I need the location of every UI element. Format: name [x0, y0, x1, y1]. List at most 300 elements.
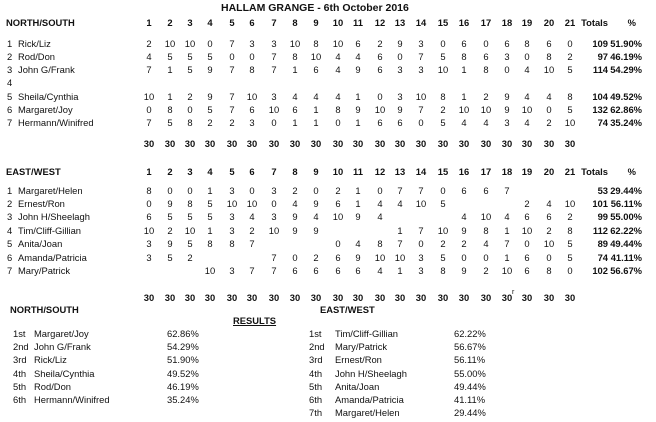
score-cell: 0	[146, 198, 152, 209]
score-cell: 4	[524, 117, 530, 128]
score-cell: 0	[440, 38, 446, 49]
score-cell: 9	[207, 64, 213, 75]
score-cell: 5	[567, 238, 573, 249]
score-cell: 9	[207, 91, 213, 102]
board-number: 19	[521, 17, 533, 28]
score-cell: 6	[249, 104, 255, 115]
result-name: Rick/Liz	[34, 354, 67, 366]
score-cell: 2	[292, 185, 298, 196]
score-cell: 5	[440, 117, 446, 128]
score-cell: 5	[187, 211, 193, 222]
board-number: 4	[207, 166, 213, 177]
pair-total: 89	[597, 238, 608, 249]
result-percent: 56.11%	[454, 354, 486, 366]
score-cell: 0	[397, 51, 403, 62]
top-score: 30	[246, 292, 258, 303]
score-cell: 6	[461, 185, 467, 196]
pair-name: Ernest/Ron	[18, 198, 65, 209]
score-cell: 3	[418, 64, 424, 75]
board-number: 4	[207, 17, 213, 28]
board-number: 6	[249, 17, 255, 28]
result-percent: 49.44%	[454, 380, 486, 392]
score-cell: 10	[246, 198, 258, 209]
score-cell: 1	[504, 225, 510, 236]
pair-number: 4	[7, 77, 13, 88]
pair-percent: 62.22%	[610, 225, 642, 236]
result-percent: 29.44%	[454, 407, 486, 419]
score-cell: 10	[521, 225, 533, 236]
board-number: 15	[437, 166, 449, 177]
board-number: 5	[229, 166, 235, 177]
score-cell: 4	[146, 51, 152, 62]
score-cell: 2	[483, 91, 489, 102]
pair-name: Rick/Liz	[18, 38, 51, 49]
score-cell: 1	[461, 91, 467, 102]
score-cell: 2	[567, 51, 573, 62]
score-cell: 6	[335, 265, 341, 276]
top-score: 30	[184, 292, 196, 303]
board-number: 14	[415, 166, 427, 177]
score-cell: 2	[546, 225, 552, 236]
pair-percent: 49.52%	[610, 91, 642, 102]
score-cell: 6	[524, 265, 530, 276]
score-cell: 5	[167, 51, 173, 62]
board-number: 6	[249, 166, 255, 177]
score-cell: 4	[397, 198, 403, 209]
score-cell: 10	[564, 198, 576, 209]
score-cell: 7	[418, 51, 424, 62]
score-cell: 10	[143, 91, 155, 102]
results-ew-heading: EAST/WEST	[320, 304, 375, 315]
score-cell: 4	[355, 238, 361, 249]
score-cell: 10	[437, 225, 449, 236]
score-cell: 10	[480, 211, 492, 222]
score-cell: 4	[249, 211, 255, 222]
score-cell: 4	[355, 51, 361, 62]
score-cell: 3	[146, 238, 152, 249]
board-number: 12	[374, 166, 386, 177]
pair-total: 74	[597, 252, 608, 263]
score-cell: 4	[483, 117, 489, 128]
score-cell: 10	[543, 238, 555, 249]
score-cell: 9	[167, 238, 173, 249]
score-cell: 8	[440, 91, 446, 102]
top-score: 30	[226, 138, 238, 149]
score-cell: 6	[483, 185, 489, 196]
top-score: 30	[521, 138, 533, 149]
top-score: 30	[289, 138, 301, 149]
result-name: Ernest/Ron	[335, 354, 382, 366]
score-cell: 5	[207, 211, 213, 222]
score-cell: 0	[483, 252, 489, 263]
score-cell: 0	[335, 238, 341, 249]
result-name: Margaret/Joy	[34, 328, 89, 339]
pair-percent: 46.19%	[610, 51, 642, 62]
result-place: 6th	[13, 394, 27, 405]
board-number: 3	[187, 166, 193, 177]
top-score: 30	[437, 138, 449, 149]
score-cell: 4	[377, 265, 383, 276]
result-percent: 54.29%	[167, 341, 199, 353]
score-cell: 6	[313, 265, 319, 276]
score-cell: 8	[187, 198, 193, 209]
score-cell: 2	[313, 252, 319, 263]
score-cell: 5	[207, 104, 213, 115]
top-score: 30	[521, 292, 533, 303]
board-number: 13	[394, 17, 406, 28]
top-score: 30	[332, 138, 344, 149]
top-score: 30	[268, 138, 280, 149]
score-cell: 10	[204, 265, 216, 276]
score-cell: 7	[271, 51, 277, 62]
pair-percent: 56.67%	[610, 265, 642, 276]
score-cell: 4	[461, 117, 467, 128]
score-cell: 7	[504, 185, 510, 196]
score-cell: 9	[397, 38, 403, 49]
top-score: 30	[204, 138, 216, 149]
score-cell: 9	[292, 225, 298, 236]
score-cell: 8	[249, 64, 255, 75]
score-cell: 9	[355, 211, 361, 222]
score-cell: 5	[567, 104, 573, 115]
board-number: 11	[353, 17, 363, 28]
result-name: John H/Sheelagh	[335, 367, 407, 379]
score-cell: 5	[167, 117, 173, 128]
board-number: 19	[521, 166, 533, 177]
top-score: 30	[184, 138, 196, 149]
score-cell: 10	[332, 38, 344, 49]
score-cell: 2	[187, 252, 193, 263]
pair-number: 2	[7, 51, 13, 62]
score-cell: 10	[289, 38, 301, 49]
pair-percent: 56.11%	[610, 198, 642, 209]
score-cell: 8	[483, 225, 489, 236]
score-cell: 4	[292, 198, 298, 209]
score-cell: 10	[184, 38, 196, 49]
pair-name: Tim/Cliff-Gillian	[18, 225, 82, 236]
score-cell: 9	[461, 225, 467, 236]
top-score: 30	[246, 138, 258, 149]
score-cell: 3	[229, 225, 235, 236]
score-cell: 6	[397, 117, 403, 128]
score-cell: 5	[440, 252, 446, 263]
score-cell: 1	[504, 252, 510, 263]
top-score: 30	[458, 138, 470, 149]
result-place: 3rd	[13, 354, 27, 366]
top-score: 30	[374, 292, 386, 303]
top-score: 30	[374, 138, 386, 149]
score-cell: 2	[377, 38, 383, 49]
score-cell: 10	[246, 91, 258, 102]
score-cell: 6	[377, 51, 383, 62]
board-number: 16	[458, 17, 470, 28]
result-place: 2nd	[309, 341, 325, 353]
top-score: 30	[480, 138, 492, 149]
score-cell: 1	[355, 185, 361, 196]
pair-total: 102	[592, 265, 608, 276]
score-cell: 10	[184, 225, 196, 236]
score-cell: 10	[374, 252, 386, 263]
score-cell: 5	[440, 198, 446, 209]
result-percent: 46.19%	[167, 380, 199, 392]
pair-number: 3	[7, 211, 13, 222]
score-cell: 0	[249, 185, 255, 196]
score-cell: 3	[271, 91, 277, 102]
pair-name: Margaret/Helen	[18, 185, 83, 196]
score-cell: 4	[292, 91, 298, 102]
score-cell: 10	[521, 104, 533, 115]
score-cell: 9	[292, 211, 298, 222]
score-cell: 4	[524, 91, 530, 102]
score-cell: 1	[355, 91, 361, 102]
score-cell: 4	[377, 198, 383, 209]
board-number: 8	[292, 17, 298, 28]
board-number: 20	[543, 17, 555, 28]
score-cell: 3	[418, 252, 424, 263]
score-cell: 8	[461, 51, 467, 62]
result-place: 4th	[309, 367, 323, 379]
score-cell: 7	[271, 252, 277, 263]
pair-total: 132	[592, 104, 608, 115]
pair-total: 109	[592, 38, 608, 49]
score-cell: 0	[567, 265, 573, 276]
score-cell: 0	[335, 117, 341, 128]
top-score: 30	[394, 292, 406, 303]
score-cell: 5	[207, 198, 213, 209]
score-cell: 7	[229, 104, 235, 115]
top-score: 30	[543, 138, 555, 149]
score-cell: 0	[271, 198, 277, 209]
result-name: Mary/Patrick	[335, 341, 388, 353]
result-percent: 35.24%	[167, 394, 199, 405]
top-score: 30	[480, 292, 492, 303]
board-number: 20	[543, 166, 555, 177]
top-score: 30	[437, 292, 449, 303]
score-cell: 0	[418, 238, 424, 249]
score-cell: 2	[440, 104, 446, 115]
score-cell: 9	[504, 104, 510, 115]
score-cell: 3	[504, 117, 510, 128]
pair-name: Hermann/Winifred	[18, 117, 94, 128]
result-place: 7th	[309, 407, 323, 419]
top-score: 30	[352, 138, 364, 149]
score-cell: 9	[355, 252, 361, 263]
score-cell: 6	[546, 38, 552, 49]
pair-total: 114	[592, 64, 608, 75]
pair-number: 4	[7, 225, 13, 236]
ew-heading: EAST/WEST	[6, 166, 61, 177]
score-cell: 10	[394, 252, 406, 263]
score-cell: 6	[292, 104, 298, 115]
score-cell: 2	[524, 198, 530, 209]
score-cell: 2	[187, 91, 193, 102]
score-cell: 0	[546, 104, 552, 115]
pair-percent: 49.44%	[610, 238, 642, 249]
result-place: 3rd	[309, 354, 323, 366]
score-cell: 6	[313, 64, 319, 75]
score-cell: 0	[229, 51, 235, 62]
pair-number: 1	[7, 38, 13, 49]
score-cell: 6	[292, 265, 298, 276]
score-cell: 4	[335, 91, 341, 102]
top-score: 30	[415, 292, 427, 303]
result-percent: 55.00%	[454, 367, 486, 379]
result-name: Anita/Joan	[335, 380, 380, 392]
top-score: 30	[352, 292, 364, 303]
score-cell: 3	[271, 38, 277, 49]
board-number: 17	[480, 17, 492, 28]
score-cell: 6	[461, 38, 467, 49]
score-cell: 1	[397, 225, 403, 236]
pair-number: 7	[7, 265, 13, 276]
board-number: 7	[271, 17, 277, 28]
score-cell: 8	[207, 238, 213, 249]
pair-number: 6	[7, 252, 13, 263]
score-cell: 3	[504, 51, 510, 62]
score-cell: 6	[335, 198, 341, 209]
score-cell: 10	[543, 64, 555, 75]
score-cell: 10	[164, 38, 176, 49]
score-cell: 1	[355, 117, 361, 128]
score-cell: 7	[229, 38, 235, 49]
score-cell: 7	[418, 225, 424, 236]
pair-percent: 35.24%	[610, 117, 642, 128]
result-name: Amanda/Patricia	[335, 394, 404, 405]
score-cell: 5	[187, 64, 193, 75]
score-cell: 2	[567, 211, 573, 222]
score-cell: 0	[504, 64, 510, 75]
board-number: 21	[564, 17, 576, 28]
score-cell: 10	[226, 198, 238, 209]
score-cell: 3	[271, 185, 277, 196]
pair-total: 112	[592, 225, 608, 236]
pair-name: John H/Sheelagh	[18, 211, 90, 222]
score-cell: 6	[335, 252, 341, 263]
score-cell: 2	[167, 225, 173, 236]
score-cell: 10	[332, 211, 344, 222]
score-cell: 7	[504, 238, 510, 249]
score-cell: 0	[440, 185, 446, 196]
board-number: 13	[394, 166, 406, 177]
score-cell: 6	[377, 64, 383, 75]
score-cell: 8	[167, 104, 173, 115]
pair-total: 97	[597, 51, 608, 62]
score-cell: 1	[292, 64, 298, 75]
score-cell: 8	[440, 265, 446, 276]
score-cell: 5	[567, 64, 573, 75]
score-cell: 3	[146, 252, 152, 263]
percent-header: %	[627, 166, 636, 177]
pair-number: 7	[7, 117, 13, 128]
score-cell: 7	[397, 185, 403, 196]
board-number: 21	[564, 166, 576, 177]
pair-number: 5	[7, 91, 13, 102]
score-cell: 10	[415, 198, 427, 209]
score-cell: 4	[313, 91, 319, 102]
score-cell: 6	[504, 38, 510, 49]
score-cell: 5	[567, 252, 573, 263]
score-cell: 1	[207, 185, 213, 196]
board-number: 14	[415, 17, 427, 28]
score-cell: 3	[229, 185, 235, 196]
board-number: 9	[313, 166, 319, 177]
score-cell: 6	[355, 38, 361, 49]
score-cell: 2	[335, 185, 341, 196]
score-cell: 9	[355, 64, 361, 75]
board-number: 15	[437, 17, 449, 28]
result-name: Hermann/Winifred	[34, 394, 110, 405]
score-cell: 8	[335, 104, 341, 115]
score-cell: 0	[524, 238, 530, 249]
board-number: 2	[167, 166, 173, 177]
score-cell: 0	[167, 185, 173, 196]
top-score: 30	[204, 292, 216, 303]
result-percent: 49.52%	[167, 367, 199, 379]
score-cell: 1	[397, 265, 403, 276]
score-cell: 0	[187, 104, 193, 115]
pair-percent: 55.00%	[610, 211, 642, 222]
board-number: 12	[374, 17, 386, 28]
score-cell: 10	[268, 104, 280, 115]
score-cell: 5	[187, 51, 193, 62]
top-score: 30	[143, 292, 155, 303]
score-cell: 10	[268, 225, 280, 236]
score-cell: 0	[461, 252, 467, 263]
score-cell: 0	[271, 117, 277, 128]
score-cell: 8	[229, 238, 235, 249]
pair-name: Rod/Don	[18, 51, 56, 62]
score-cell: 7	[229, 91, 235, 102]
pair-total: 99	[597, 211, 608, 222]
score-cell: 0	[377, 91, 383, 102]
result-name: Sheila/Cynthia	[34, 367, 95, 379]
pair-percent: 54.29%	[610, 64, 642, 75]
score-cell: 4	[546, 91, 552, 102]
score-cell: 10	[437, 64, 449, 75]
board-number: 17	[480, 166, 492, 177]
score-cell: 0	[249, 51, 255, 62]
pair-total: 53	[597, 185, 608, 196]
result-name: John G/Frank	[34, 341, 91, 353]
score-cell: 7	[146, 117, 152, 128]
score-cell: 5	[207, 51, 213, 62]
score-cell: 8	[546, 51, 552, 62]
score-cell: 2	[249, 225, 255, 236]
score-cell: 8	[483, 64, 489, 75]
score-cell: 5	[187, 238, 193, 249]
top-score: 30	[268, 292, 280, 303]
mark-glyph: r	[512, 289, 515, 296]
score-cell: 2	[440, 238, 446, 249]
score-cell: 5	[167, 252, 173, 263]
score-cell: 8	[146, 185, 152, 196]
score-cell: 5	[440, 51, 446, 62]
score-cell: 0	[187, 185, 193, 196]
score-cell: 2	[207, 117, 213, 128]
percent-header: %	[627, 17, 636, 28]
score-cell: 8	[313, 38, 319, 49]
score-cell: 6	[355, 265, 361, 276]
score-cell: 10	[415, 91, 427, 102]
score-cell: 7	[249, 265, 255, 276]
score-cell: 0	[418, 117, 424, 128]
score-cell: 0	[567, 38, 573, 49]
score-cell: 8	[567, 225, 573, 236]
board-number: 7	[271, 166, 277, 177]
score-cell: 2	[483, 265, 489, 276]
result-place: 2nd	[13, 341, 29, 353]
top-score: 30	[394, 138, 406, 149]
